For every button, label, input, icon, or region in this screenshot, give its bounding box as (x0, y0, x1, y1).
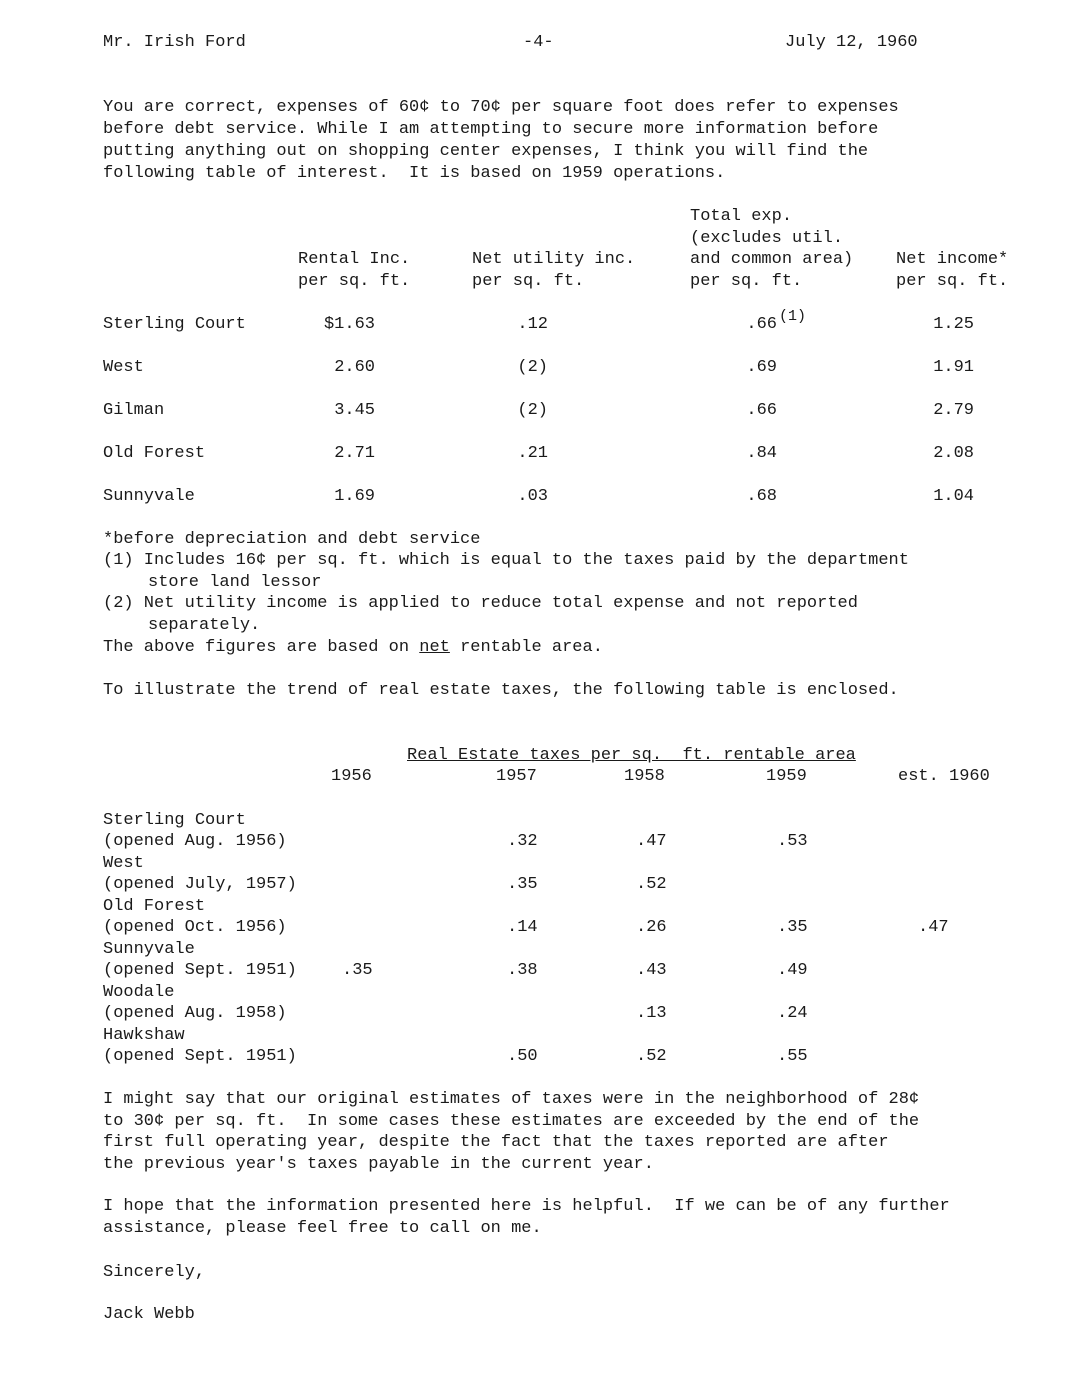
expense-footnote-mark: (1) (779, 308, 807, 325)
row-name: Gilman (103, 401, 165, 420)
tax-1958: .47 (636, 832, 667, 851)
row-name: Sterling Court (103, 315, 246, 334)
utility-value: .03 (517, 487, 548, 506)
final-line: assistance, please feel free to call on me. (103, 1219, 542, 1238)
net-value: 1.25 (933, 315, 974, 334)
footnote-1: (1) Includes 16¢ per sq. ft. which is equal to the taxes paid by the department (103, 551, 909, 570)
letter-date: July 12, 1960 (785, 33, 918, 52)
center-name: West (103, 854, 144, 873)
net-value: 2.08 (933, 444, 974, 463)
footnote-star: *before depreciation and debt service (103, 530, 481, 549)
tax-1958: .26 (636, 918, 667, 937)
col-header-expense-unit: per sq. ft. (690, 272, 803, 291)
recipient-name: Mr. Irish Ford (103, 33, 246, 52)
expense-value: .66 (746, 401, 777, 420)
utility-value: (2) (517, 358, 548, 377)
tax-1958: .43 (636, 961, 667, 980)
tax-1959: .49 (777, 961, 808, 980)
net-value: 2.79 (933, 401, 974, 420)
utility-value: .21 (517, 444, 548, 463)
tax-1958: .52 (636, 1047, 667, 1066)
intro-line: You are correct, expenses of 60¢ to 70¢ per square foot does refer to expenses (103, 98, 899, 117)
footnote-2-cont: separately. (148, 616, 261, 635)
basis-emphasis: net (419, 638, 450, 657)
basis-note (103, 637, 603, 659)
opened-date: (opened July, 1957) (103, 875, 297, 894)
footnote-1-cont: store land lessor (148, 573, 322, 592)
intro-line: putting anything out on shopping center expenses, I think you will find the (103, 142, 869, 161)
intro-line: before debt service. While I am attempting to secure more information before (103, 120, 879, 139)
tax-1957: .38 (507, 961, 538, 980)
col-header-expense-line2: (excludes util. (690, 229, 844, 248)
rental-value: 3.45 (334, 401, 375, 420)
col-header-rental-unit: per sq. ft. (298, 272, 411, 291)
col-header-expense-line3: and common area) (690, 250, 854, 269)
col-header-net-unit: per sq. ft. (896, 272, 1009, 291)
tax-table-title: Real Estate taxes per sq. ft. rentable area (407, 746, 856, 765)
final-line: I hope that the information presented here is helpful. If we can be of any further (103, 1197, 950, 1216)
year-header-1959: 1959 (766, 767, 807, 786)
tax-1959: .35 (777, 918, 808, 937)
col-header-rental: Rental Inc. (298, 250, 411, 269)
tax-1959: .53 (777, 832, 808, 851)
expense-value: .84 (746, 444, 777, 463)
net-value: 1.91 (933, 358, 974, 377)
year-header-1957: 1957 (496, 767, 537, 786)
opened-date: (opened Aug. 1956) (103, 832, 287, 851)
footnote-2: (2) Net utility income is applied to reduce total expense and not reported (103, 594, 858, 613)
rental-value: 2.60 (334, 358, 375, 377)
expense-value: .69 (746, 358, 777, 377)
intro-line: following table of interest. It is based on 1959 operations. (103, 164, 726, 183)
col-header-utility-unit: per sq. ft. (472, 272, 585, 291)
center-name: Old Forest (103, 897, 206, 916)
year-header-1956: 1956 (331, 767, 372, 786)
tax-1960: .47 (918, 918, 949, 937)
closing-line: first full operating year, despite the fact that the taxes reported are after (103, 1133, 889, 1152)
center-name: Sterling Court (103, 811, 246, 830)
center-name: Woodale (103, 983, 175, 1002)
year-header-1960: est. 1960 (898, 767, 990, 786)
year-header-1958: 1958 (624, 767, 665, 786)
row-name: Old Forest (103, 444, 206, 463)
col-header-net: Net income* (896, 250, 1009, 269)
rental-value: $1.63 (323, 315, 375, 334)
utility-value: .12 (517, 315, 548, 334)
opened-date: (opened Oct. 1956) (103, 918, 287, 937)
rental-value: 2.71 (334, 444, 375, 463)
col-header-utility: Net utility inc. (472, 250, 636, 269)
trend-intro: To illustrate the trend of real estate taxes, the following table is enclosed. (103, 681, 899, 700)
opened-date: (opened Sept. 1951) (103, 961, 297, 980)
tax-1957: .32 (507, 832, 538, 851)
tax-1956: .35 (342, 961, 373, 980)
tax-1957: .50 (507, 1047, 538, 1066)
basis-text-end: rentable area. (449, 638, 603, 657)
basis-text: The above figures are based on (103, 638, 420, 657)
row-name: West (103, 358, 144, 377)
tax-1957: .35 (507, 875, 538, 894)
opened-date: (opened Aug. 1958) (103, 1004, 287, 1023)
tax-1958: .13 (636, 1004, 667, 1023)
closing-line: the previous year's taxes payable in the current year. (103, 1155, 654, 1174)
page-number: -4- (523, 33, 554, 52)
col-header-expense: Total exp. (690, 207, 793, 226)
signoff: Sincerely, (103, 1263, 206, 1282)
tax-1959: .24 (777, 1004, 808, 1023)
closing-line: to 30¢ per sq. ft. In some cases these estimates are exceeded by the end of the (103, 1112, 920, 1131)
expense-value: .68 (746, 487, 777, 506)
utility-value: (2) (517, 401, 548, 420)
expense-value: .66 (746, 315, 777, 334)
signature: Jack Webb (103, 1305, 195, 1324)
center-name: Hawkshaw (103, 1026, 185, 1045)
tax-1958: .52 (636, 875, 667, 894)
opened-date: (opened Sept. 1951) (103, 1047, 297, 1066)
tax-1959: .55 (777, 1047, 808, 1066)
rental-value: 1.69 (334, 487, 375, 506)
center-name: Sunnyvale (103, 940, 195, 959)
net-value: 1.04 (933, 487, 974, 506)
row-name: Sunnyvale (103, 487, 195, 506)
tax-1957: .14 (507, 918, 538, 937)
closing-line: I might say that our original estimates of taxes were in the neighborhood of 28¢ (103, 1090, 920, 1109)
